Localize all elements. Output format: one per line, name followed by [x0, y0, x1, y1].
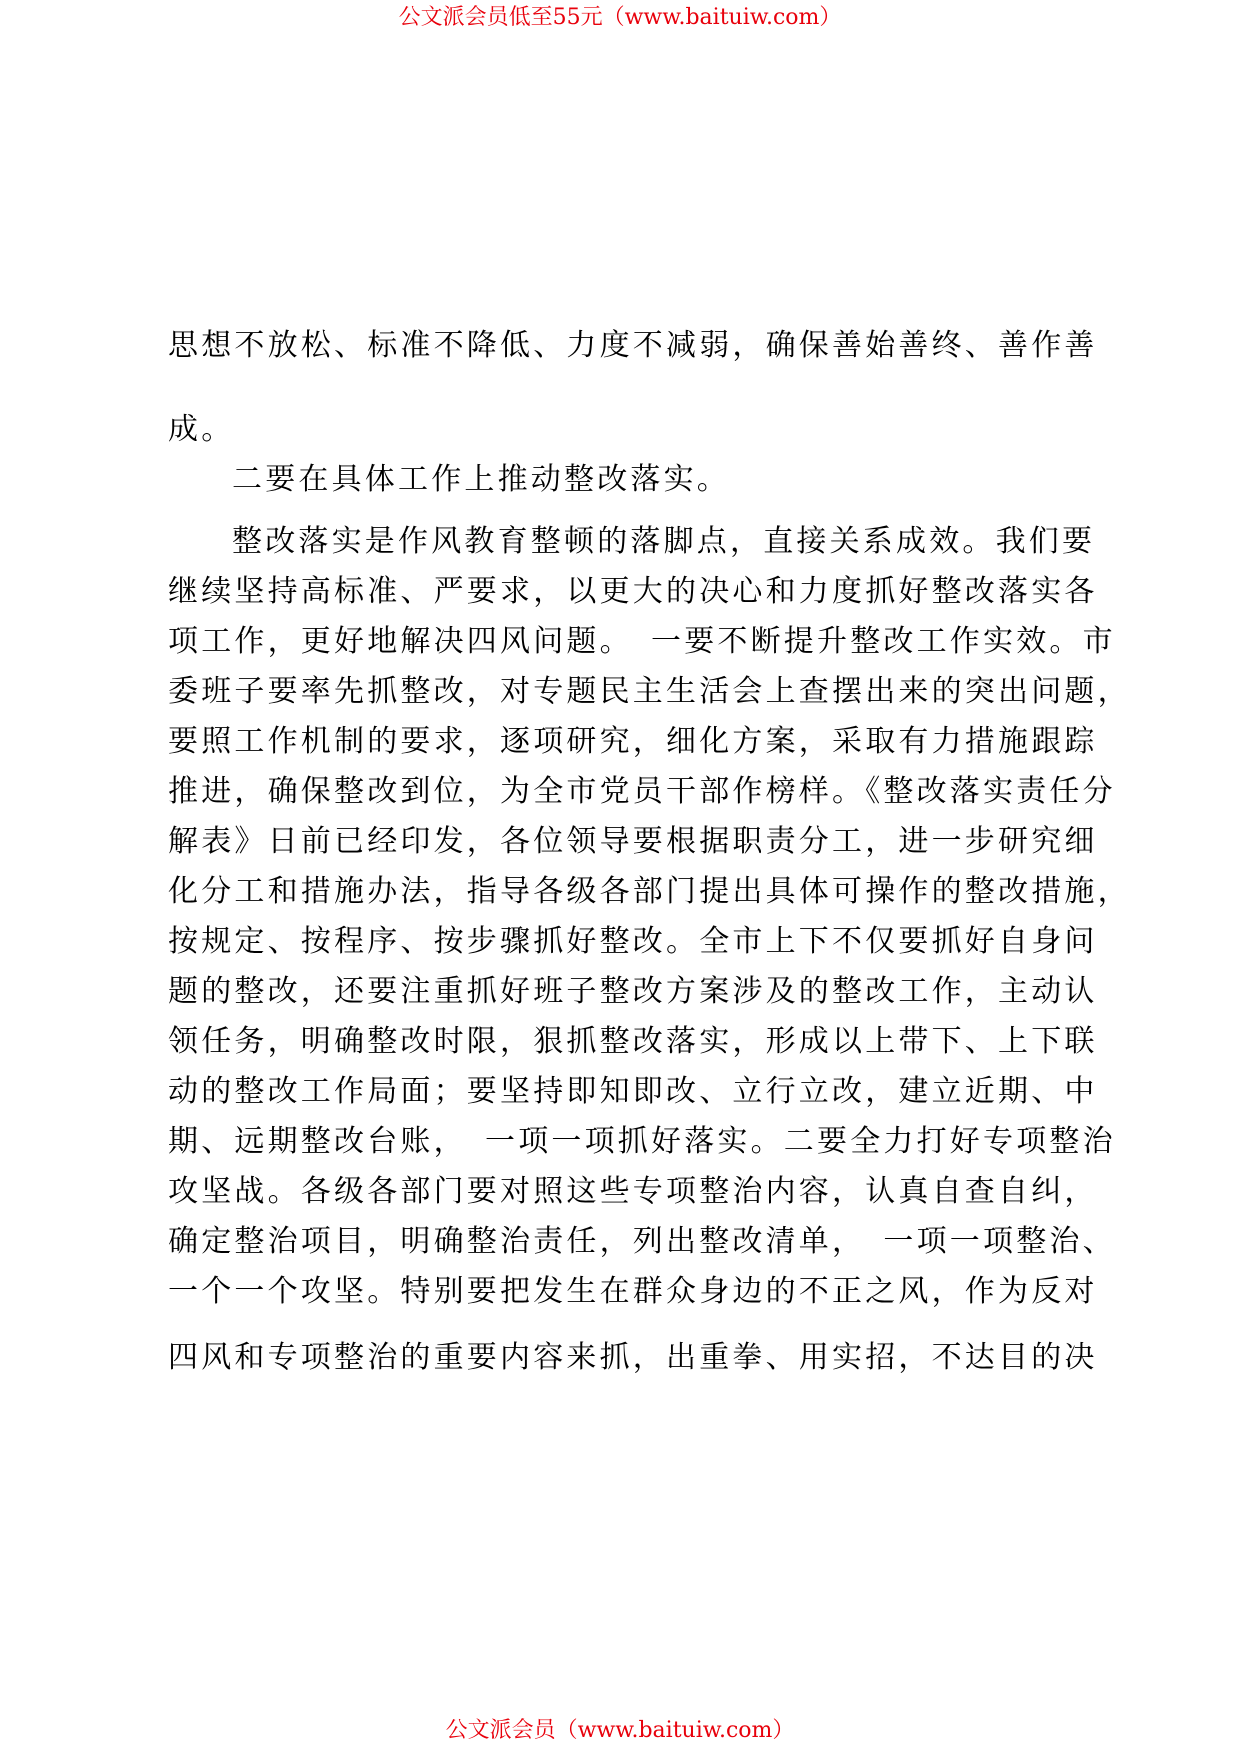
text-line: 领任务，明确整改时限，狠抓整改落实，形成以上带下、上下联	[168, 1024, 1098, 1059]
text-line: 按规定、按程序、按步骤抓好整改。全市上下不仅要抓好自身问	[168, 924, 1098, 959]
section-heading: 二要在具体工作上推动整改落实。	[232, 462, 730, 497]
watermark-top: 公文派会员低至55元（www.baituiw.com）	[398, 5, 842, 30]
text-line: 确定整治项目，明确整治责任，列出整改清单， 一项一项整治、	[168, 1224, 1116, 1259]
text-line: 攻坚战。各级各部门要对照这些专项整治内容，认真自查自纠，	[168, 1174, 1098, 1209]
text-line: 解表》日前已经印发，各位领导要根据职责分工，进一步研究细	[168, 824, 1098, 859]
text-line: 动的整改工作局面；要坚持即知即改、立行立改，建立近期、中	[168, 1074, 1098, 1109]
text-line: 成。	[168, 412, 235, 447]
text-line: 委班子要率先抓整改，对专题民主生活会上查摆出来的突出问题，	[168, 674, 1131, 709]
text-line: 化分工和措施办法，指导各级各部门提出具体可操作的整改措施，	[168, 874, 1131, 909]
text-line: 一个一个攻坚。特别要把发生在群众身边的不正之风，作为反对	[168, 1274, 1098, 1309]
text-line: 继续坚持高标准、严要求，以更大的决心和力度抓好整改落实各	[168, 574, 1098, 609]
text-line: 要照工作机制的要求，逐项研究，细化方案，采取有力措施跟踪	[168, 724, 1098, 759]
text-line: 期、远期整改台账， 一项一项抓好落实。二要全力打好专项整治	[168, 1124, 1116, 1159]
text-line: 四风和专项整治的重要内容来抓，出重拳、用实招，不达目的决	[168, 1340, 1098, 1375]
text-line: 推进，确保整改到位，为全市党员干部作榜样。《整改落实责任分	[168, 774, 1116, 809]
text-line: 题的整改，还要注重抓好班子整改方案涉及的整改工作，主动认	[168, 974, 1098, 1009]
text-line: 思想不放松、标准不降低、力度不减弱，确保善始善终、善作善	[168, 328, 1098, 363]
watermark-bottom: 公文派会员（www.baituiw.com）	[445, 1718, 795, 1743]
text-line: 整改落实是作风教育整顿的落脚点，直接关系成效。我们要	[232, 524, 1096, 559]
text-line: 项工作，更好地解决四风问题。 一要不断提升整改工作实效。市	[168, 624, 1116, 659]
